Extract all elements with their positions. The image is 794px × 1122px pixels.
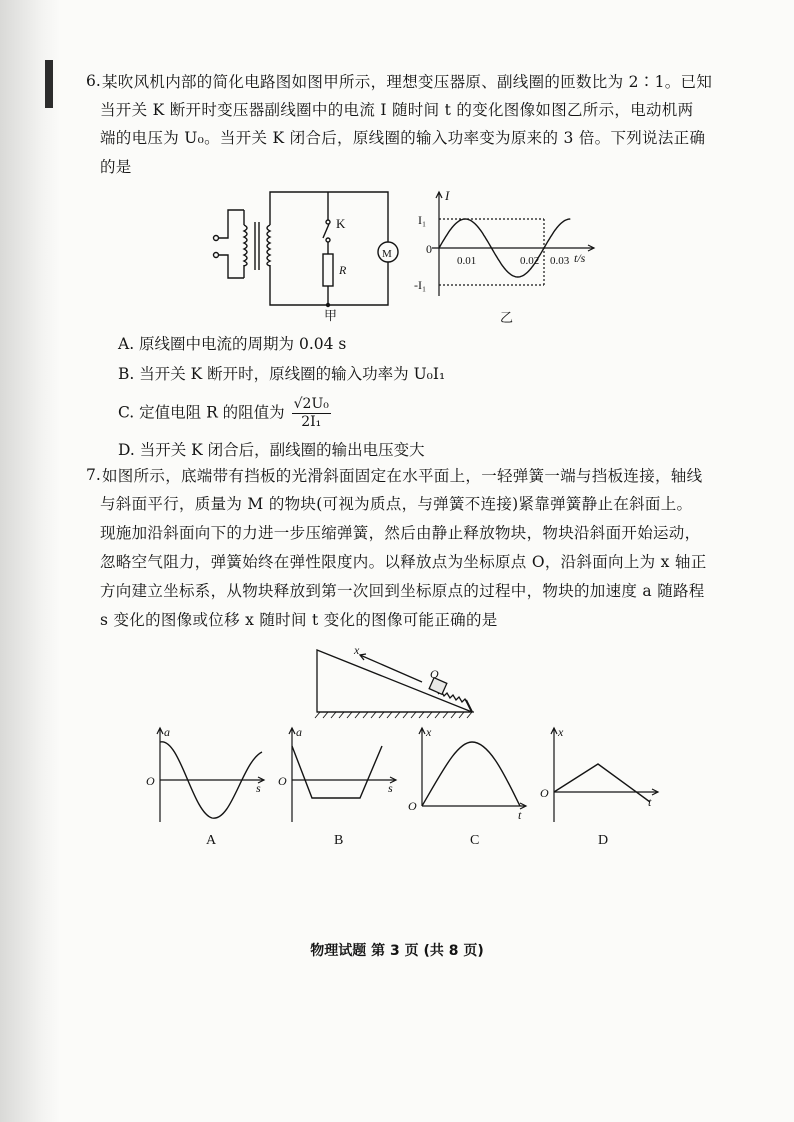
label-M: M — [382, 248, 392, 260]
graph-d-origin: O — [540, 786, 549, 800]
graph-d-y: x — [558, 725, 564, 739]
axis-I: I — [445, 188, 450, 203]
graph-b-origin: O — [278, 774, 287, 788]
q6-line-4: 的是 — [100, 158, 132, 176]
q7-line-5: 方向建立坐标系，从物块释放到第一次回到坐标原点的过程中，物块的加速度 a 随路程 — [100, 582, 705, 600]
page-footer: 物理试题 第 3 页 (共 8 页) — [310, 943, 484, 959]
graph-c — [402, 722, 532, 852]
q6-option-d: D. 当开关 K 闭合后，副线圈的输出电压变大 — [118, 441, 425, 459]
graph-d — [534, 722, 664, 852]
q7-line-6: s 变化的图像或位移 x 随时间 t 变化的图像可能正确的是 — [100, 611, 498, 629]
q7-line-4: 忽略空气阻力，弹簧始终在弹性限度内。以释放点为坐标原点 O，沿斜面向上为 x 轴正 — [100, 553, 707, 571]
q7-number: 7. — [86, 466, 101, 484]
incline-diagram — [312, 640, 482, 720]
graph-b-y: a — [296, 725, 302, 739]
q6-option-c — [118, 396, 331, 431]
tick-001: 0.01 — [457, 255, 477, 267]
fraction-denominator: 2I₁ — [301, 414, 322, 430]
fraction-numerator: √2U₀ — [293, 396, 329, 412]
graph-c-x: t — [518, 808, 522, 822]
caption-jia: 甲 — [324, 308, 338, 323]
q6-option-c-fraction — [292, 396, 331, 431]
scan-ink-mark — [45, 60, 53, 108]
graph-a — [140, 722, 270, 852]
incline-axis-x: x — [354, 643, 360, 657]
q6-line-2: 当开关 K 断开时变压器副线圈中的电流 I 随时间 t 的变化图像如图乙所示，电动机两 — [100, 101, 694, 119]
caption-yi: 乙 — [500, 310, 514, 325]
circuit-diagram — [200, 180, 410, 323]
tick-002: 0.02 — [520, 255, 540, 267]
tick-I1: I₁ — [418, 213, 427, 227]
graph-a-caption: A — [206, 833, 217, 848]
graph-d-caption: D — [598, 833, 609, 848]
graph-c-y: x — [426, 725, 432, 739]
graph-b-x: s — [388, 781, 393, 795]
label-K: K — [336, 216, 346, 231]
q6-line-1: 某吹风机内部的简化电路图如图甲所示，理想变压器原、副线圈的匝数比为 2∶1。已知 — [102, 73, 713, 91]
graph-d-x: t — [648, 795, 652, 809]
origin-0: 0 — [426, 242, 432, 256]
tick-neg-I1: -I₁ — [414, 278, 427, 292]
q6-number: 6. — [86, 72, 101, 90]
graph-c-caption: C — [470, 833, 480, 848]
current-time-graph — [412, 188, 602, 328]
graph-b — [272, 722, 402, 852]
graph-a-x: s — [256, 781, 261, 795]
label-R: R — [339, 263, 347, 277]
q7-line-3: 现施加沿斜面向下的力进一步压缩弹簧，然后由静止释放物块，物块沿斜面开始运动， — [100, 524, 701, 542]
graph-c-origin: O — [408, 799, 417, 813]
graph-a-y: a — [164, 725, 170, 739]
q6-option-a: A. 原线圈中电流的周期为 0.04 s — [118, 335, 347, 353]
incline-origin: O — [430, 667, 439, 681]
graph-a-origin: O — [146, 774, 155, 788]
q6-line-3: 端的电压为 U₀。当开关 K 闭合后，原线圈的输入功率变为原来的 3 倍。下列说法正确 — [100, 129, 706, 147]
q7-line-1: 如图所示，底端带有挡板的光滑斜面固定在水平面上，一轻弹簧一端与挡板连接，轴线 — [102, 467, 703, 485]
graph-b-caption: B — [334, 833, 344, 848]
axis-t: t/s — [574, 251, 586, 265]
q7-line-2: 与斜面平行，质量为 M 的物块(可视为质点，与弹簧不连接)紧靠弹簧静止在斜面上。 — [100, 495, 693, 513]
q6-option-c-text: C. 定值电阻 R 的阻值为 — [118, 403, 285, 422]
tick-003: 0.03 — [550, 255, 570, 267]
q6-option-b: B. 当开关 K 断开时，原线圈的输入功率为 U₀I₁ — [118, 365, 446, 383]
